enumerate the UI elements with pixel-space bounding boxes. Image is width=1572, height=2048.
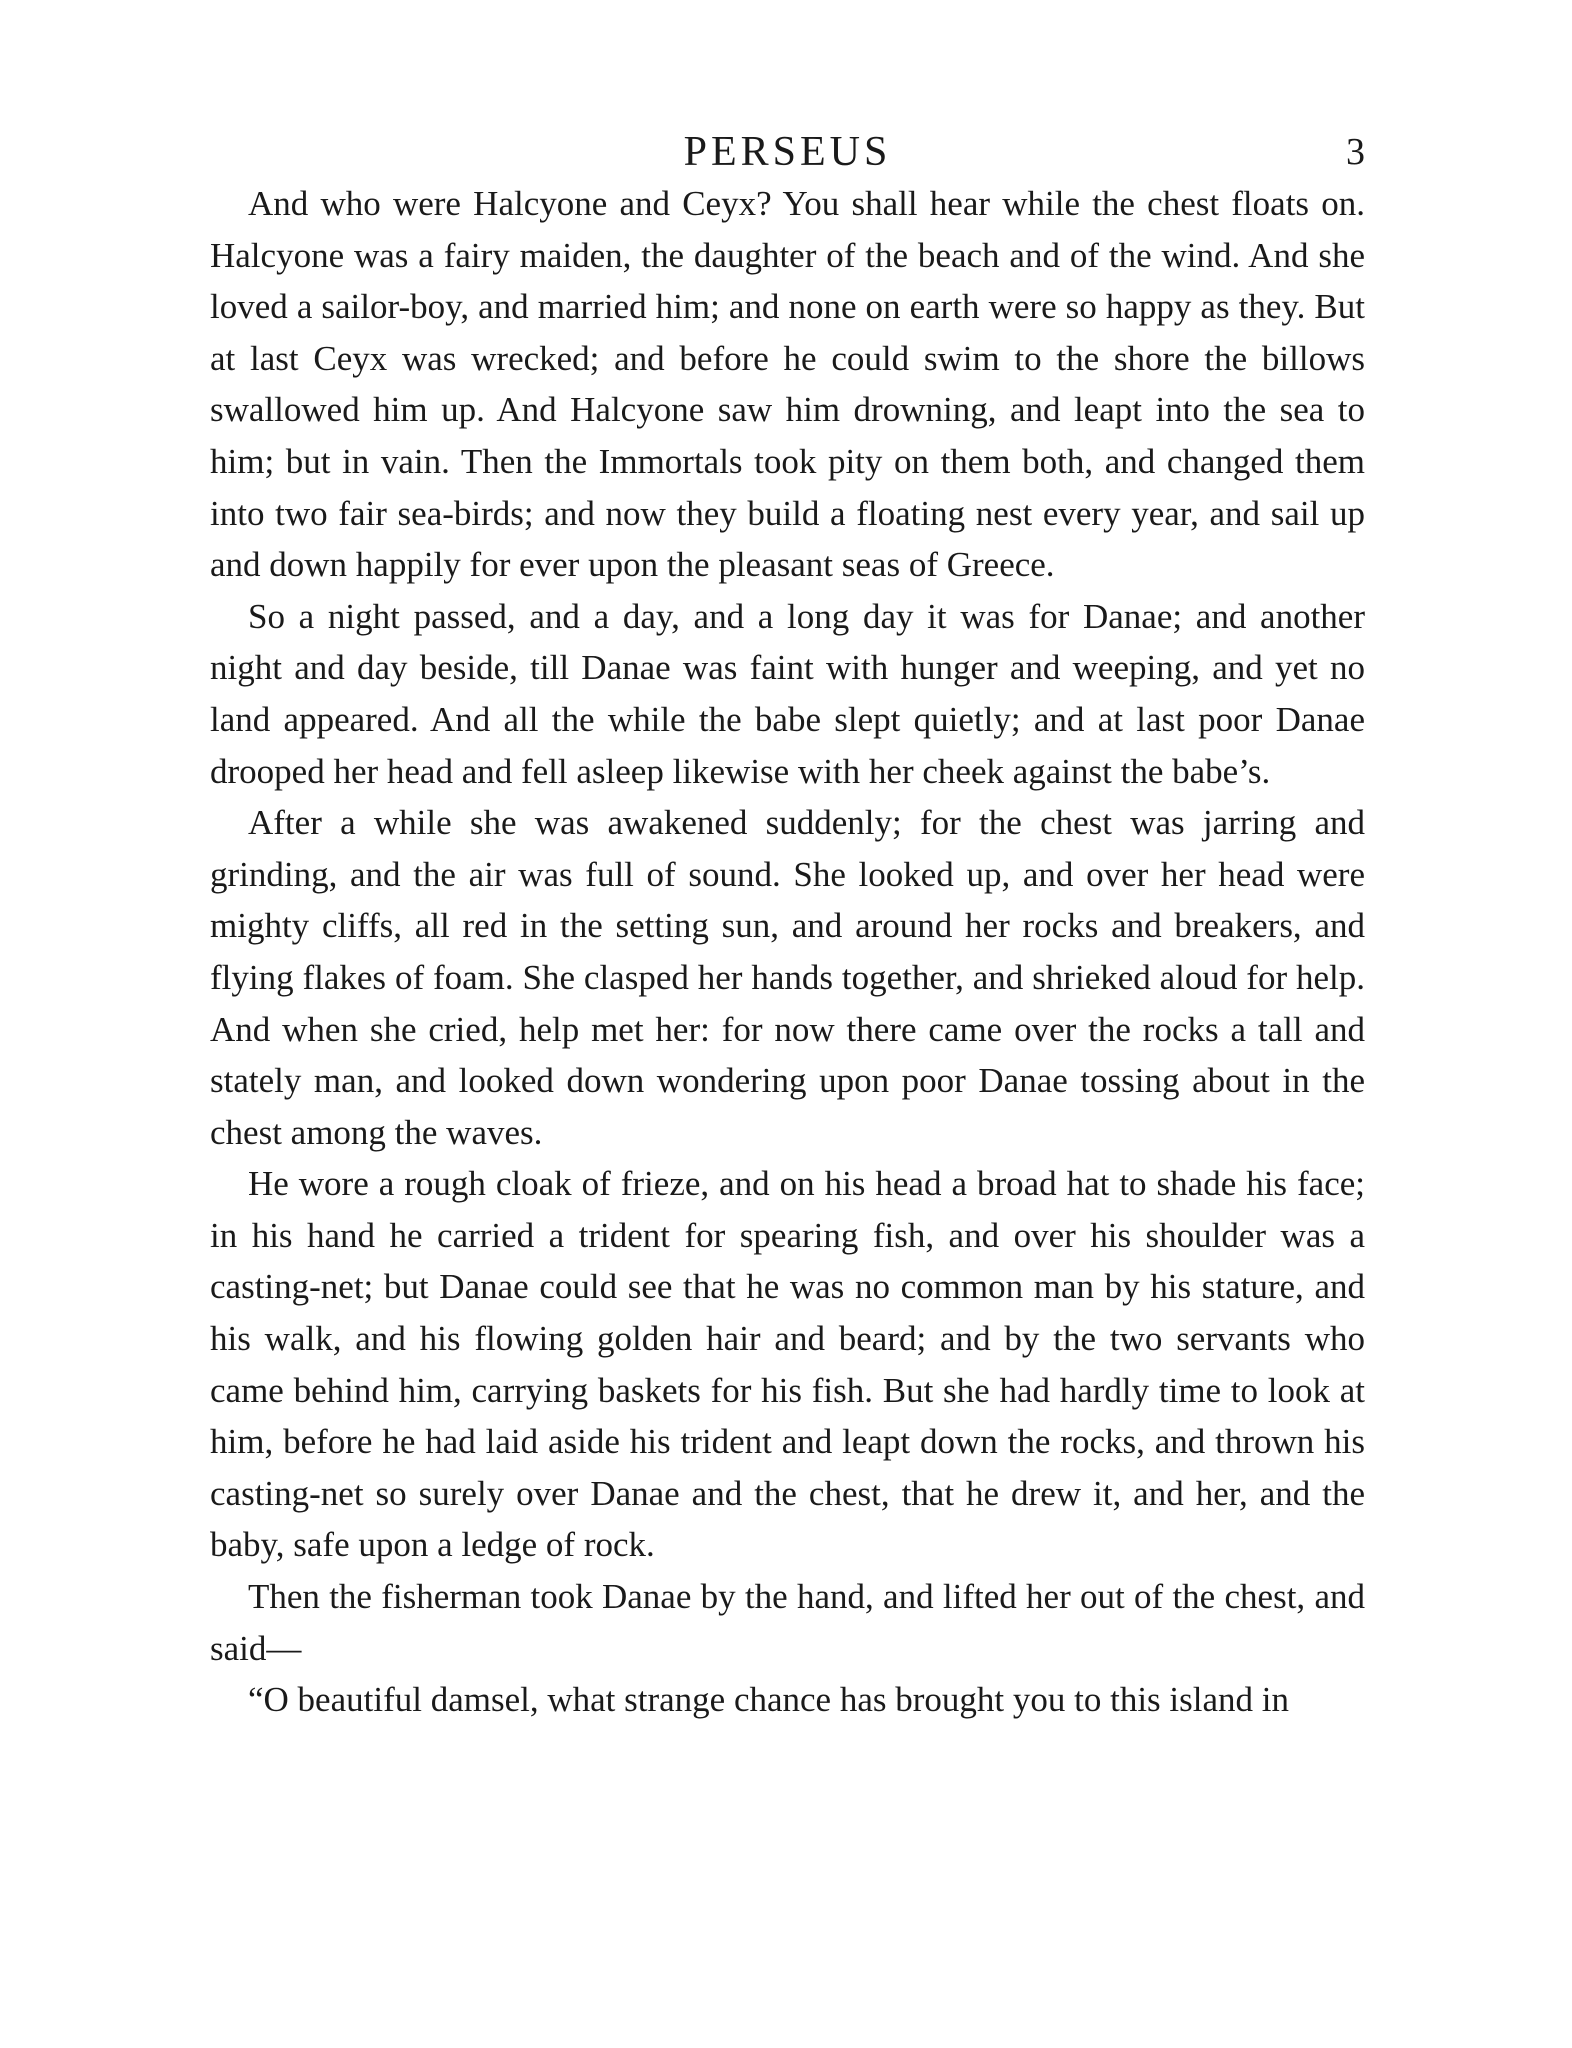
running-header [210,126,1365,178]
paragraph: He wore a rough cloak of frieze, and on his head a broad hat to shade his face; in his hand he carried a trident for spearing fish, and over his shoulder was a casting-net; but Danae could see that he was no common man by his stature, and his walk, and his flowing golden hair and beard; and by the two servants who came behind him, carrying baskets for his fish. But she had hardly time to look at him, before he had laid aside his trident and leapt down the rocks, and thrown his casting-net so surely over Danae and the chest, that he drew it, and her, and the baby, safe upon a ledge of rock. [210,1164,1365,1565]
paragraph: After a while she was awakened suddenly; for the chest was jarring and grinding, and the air was full of sound. She looked up, and over her head were mighty cliffs, all red in the setting sun, and around her rocks and breakers, and flying flakes of foam. She clasped her hands together, and shrieked aloud for help. And when she cried, help met her: for now there came over the rocks a tall and stately man, and looked down wondering upon poor Danae tossing about in the chest among the waves. [210,803,1365,1152]
paragraph: Then the fisherman took Danae by the hand, and lifted her out of the chest, and said— [210,1577,1365,1668]
body-text [210,178,1365,1726]
page-number: 3 [1346,131,1365,173]
paragraph: “O beautiful damsel, what strange chance has brought you to this island in [248,1680,1289,1720]
running-title: PERSEUS [683,129,892,175]
paragraph: And who were Halcyone and Ceyx? You shall hear while the chest floats on. Halcyone was a fairy maiden, the daughter of the beach and of the wind. And she loved a sailor-boy, and married him; and none on earth were so happy as they. But at last Ceyx was wrecked; and before he could swim to the shore the billows swallowed him up. And Halcyone saw him drowning, and leapt into the sea to him; but in vain. Then the Immortals took pity on them both, and changed them into two fair sea-birds; and now they build a floating nest every year, and sail up and down happily for ever upon the pleasant seas of Greece. [210,184,1365,585]
paragraph: So a night passed, and a day, and a long day it was for Danae; and another night and day beside, till Danae was faint with hunger and weeping, and yet no land appeared. And all the while the babe slept quietly; and at last poor Danae drooped her head and fell asleep likewise with her cheek against the babe’s. [210,596,1365,791]
book-page [210,126,1365,1726]
